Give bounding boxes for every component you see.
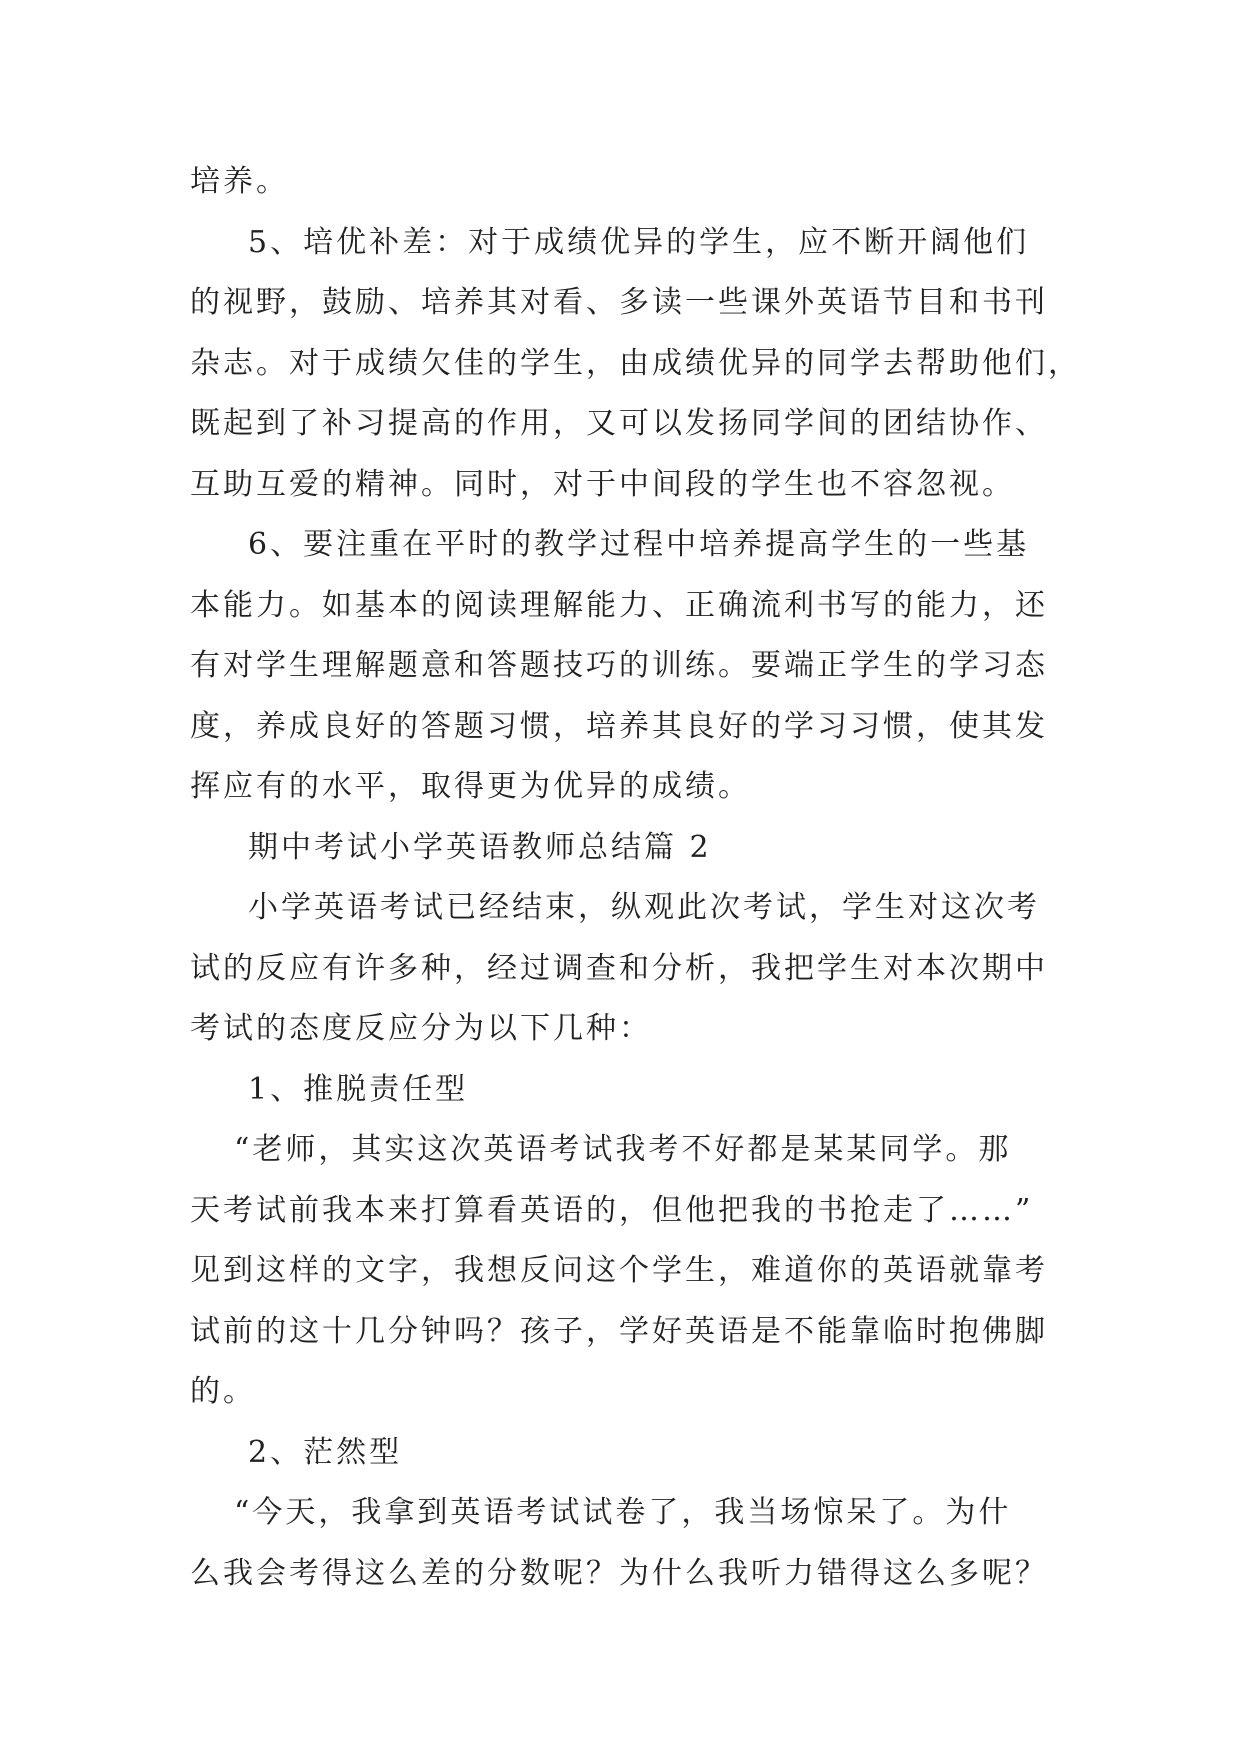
text-line: 本能力。如基本的阅读理解能力、正确流利书写的能力，还 bbox=[190, 587, 1048, 623]
text-line: “今天，我拿到英语考试试卷了，我当场惊呆了。为什 bbox=[234, 1495, 1012, 1530]
text-line: 度，养成良好的答题习惯，培养其良好的学习习惯，使其发 bbox=[190, 708, 1048, 744]
text-line: 见到这样的文字，我想反问这个学生，难道你的英语就靠考 bbox=[190, 1253, 1048, 1288]
text-line: 1、推脱责任型 bbox=[248, 1071, 469, 1107]
text-line: 天考试前我本来打算看英语的，但他把我的书抢走了……” bbox=[190, 1192, 1034, 1228]
text-line: 试前的这十几分钟吗？孩子，学好英语是不能靠临时抱佛脚 bbox=[190, 1313, 1048, 1349]
document-body bbox=[190, 152, 1081, 1604]
text-line: 的。 bbox=[190, 1374, 256, 1409]
text-line: 的视野，鼓励、培养其对看、多读一些课外英语节目和书刊 bbox=[190, 285, 1048, 320]
text-line: 2、茫然型 bbox=[248, 1434, 403, 1470]
text-line: 试的反应有许多种，经过调查和分析，我把学生对本次期中 bbox=[190, 950, 1048, 986]
text-line: 既起到了补习提高的作用，又可以发扬同学间的团结协作、 bbox=[190, 406, 1048, 441]
text-line: 挥应有的水平，取得更为优异的成绩。 bbox=[190, 769, 751, 804]
text-line: 期中考试小学英语教师总结篇 2 bbox=[248, 829, 712, 865]
text-line: 么我会考得这么差的分数呢？为什么我听力错得这么多呢？ bbox=[190, 1555, 1048, 1591]
text-line: 杂志。对于成绩欠佳的学生，由成绩优异的同学去帮助他们， bbox=[190, 345, 1081, 381]
text-line: 互助互爱的精神。同时，对于中间段的学生也不容忽视。 bbox=[190, 466, 1015, 502]
text-line: 5、培优补差：对于成绩优异的学生，应不断开阔他们 bbox=[248, 224, 1030, 260]
text-line: “老师，其实这次英语考试我考不好都是某某同学。那 bbox=[234, 1132, 1012, 1167]
text-line: 考试的态度反应分为以下几种： bbox=[190, 1011, 652, 1046]
text-line: 培养。 bbox=[190, 164, 289, 199]
text-line: 有对学生理解题意和答题技巧的训练。要端正学生的学习态 bbox=[190, 648, 1048, 683]
text-line: 6、要注重在平时的教学过程中培养提高学生的一些基 bbox=[248, 527, 1030, 562]
text-line: 小学英语考试已经结束，纵观此次考试，学生对这次考 bbox=[248, 890, 1040, 925]
